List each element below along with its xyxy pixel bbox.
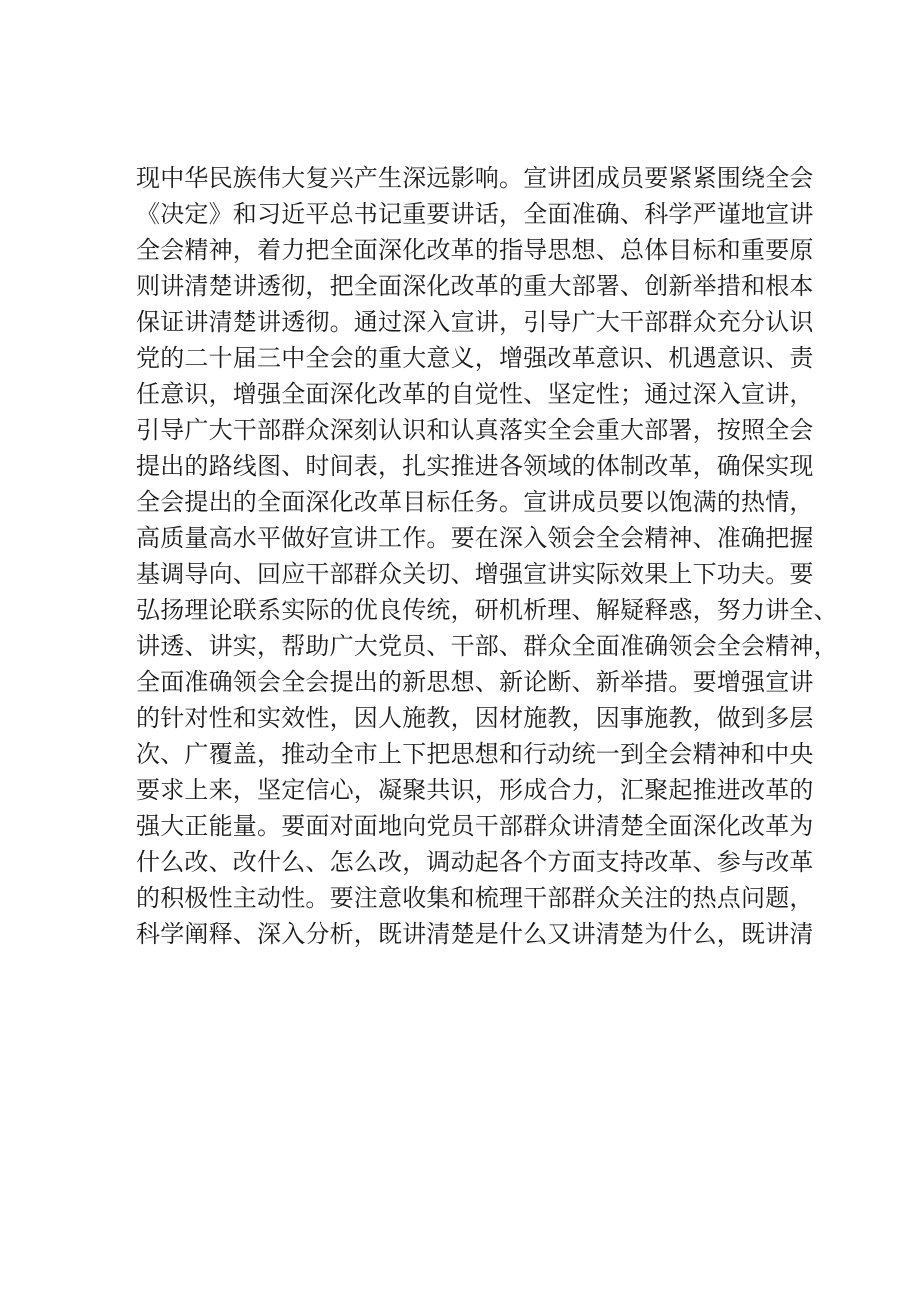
text-line: 引导广大干部群众深刻认识和认真落实全会重大部署，按照全会 (136, 416, 814, 444)
text-line: 弘扬理论联系实际的优良传统，研机析理、解疑释惑，努力讲全、 (136, 596, 838, 624)
text-line: 保证讲清楚讲透彻。通过深入宣讲，引导广大干部群众充分认识 (136, 308, 814, 336)
text-line: 现中华民族伟大复兴产生深远影响。宣讲团成员要紧紧围绕全会 (136, 164, 814, 192)
text-line: 全面准确领会全会提出的新思想、新论断、新举措。要增强宣讲 (136, 668, 814, 696)
text-line: 提出的路线图、时间表，扎实推进各领域的体制改革，确保实现 (136, 452, 814, 480)
text-line: 强大正能量。要面对面地向党员干部群众讲清楚全面深化改革为 (136, 812, 814, 840)
text-line: 次、广覆盖，推动全市上下把思想和行动统一到全会精神和中央 (136, 740, 814, 768)
text-line: 的针对性和实效性，因人施教，因材施教，因事施教，做到多层 (136, 704, 814, 732)
text-line: 《决定》和习近平总书记重要讲话，全面准确、科学严谨地宣讲 (136, 200, 814, 228)
text-line: 任意识，增强全面深化改革的自觉性、坚定性；通过深入宣讲， (136, 380, 814, 408)
text-line: 全会提出的全面深化改革目标任务。宣讲成员要以饱满的热情， (136, 488, 814, 516)
text-line: 高质量高水平做好宣讲工作。要在深入领会全会精神、准确把握 (136, 524, 814, 552)
body-text (136, 160, 838, 952)
text-line: 党的二十届三中全会的重大意义，增强改革意识、机遇意识、责 (136, 344, 814, 372)
text-line: 全会精神，着力把全面深化改革的指导思想、总体目标和重要原 (136, 236, 814, 264)
text-line: 的积极性主动性。要注意收集和梳理干部群众关注的热点问题， (136, 884, 814, 912)
text-line: 什么改、改什么、怎么改，调动起各个方面支持改革、参与改革 (136, 848, 814, 876)
text-line: 基调导向、回应干部群众关切、增强宣讲实际效果上下功夫。要 (136, 560, 814, 588)
text-line: 讲透、讲实，帮助广大党员、干部、群众全面准确领会全会精神， (136, 632, 838, 660)
text-line: 要求上来，坚定信心，凝聚共识，形成合力，汇聚起推进改革的 (136, 776, 814, 804)
text-line: 则讲清楚讲透彻，把全面深化改革的重大部署、创新举措和根本 (136, 272, 814, 300)
text-line: 科学阐释、深入分析，既讲清楚是什么又讲清楚为什么，既讲清 (136, 920, 814, 948)
